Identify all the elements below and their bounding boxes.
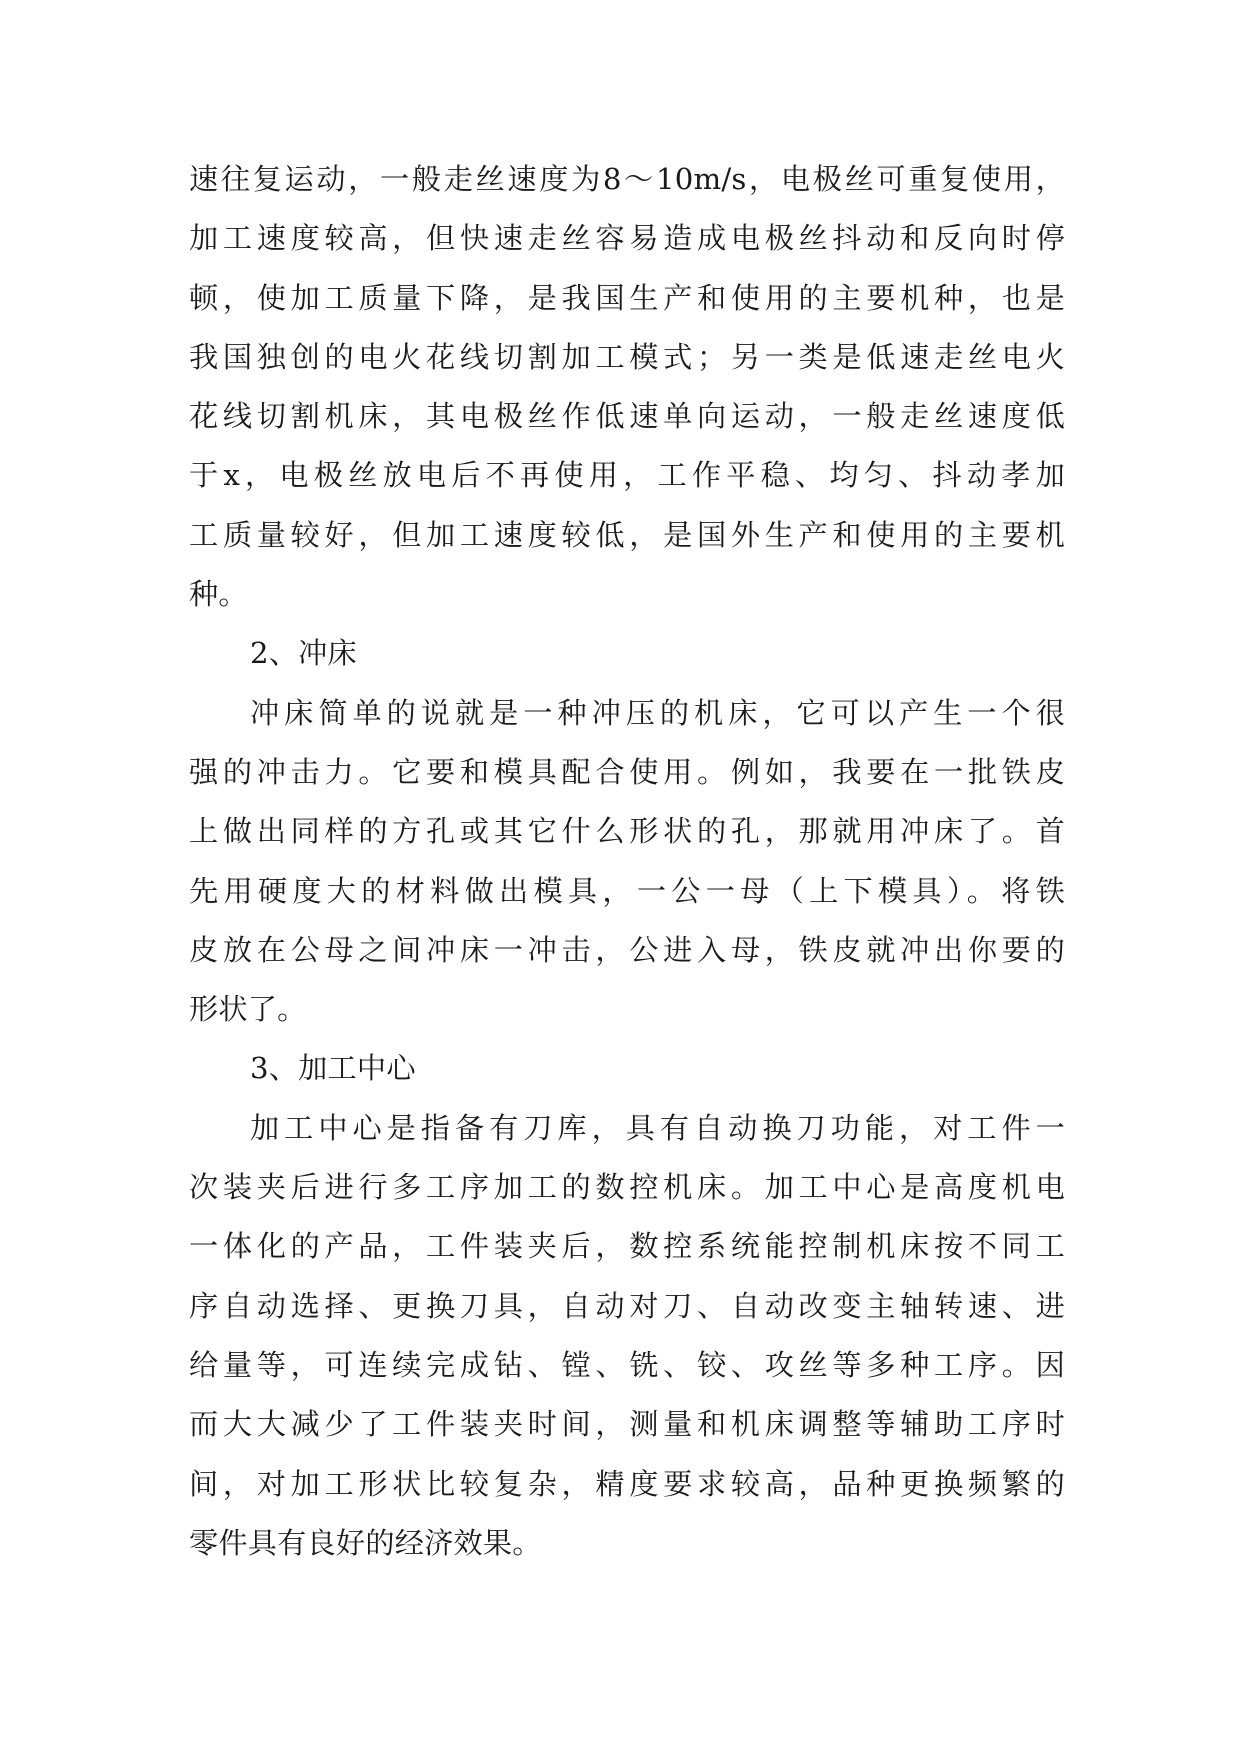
section-heading-punch-press bbox=[189, 624, 1065, 683]
text-line: 工质量较好，但加工速度较低，是国外生产和使用的主要机 bbox=[189, 517, 1065, 552]
paragraph-punch-press bbox=[189, 684, 1065, 1040]
text-line: 零件具有良好的经济效果。 bbox=[189, 1525, 542, 1560]
paragraph-machining-center bbox=[189, 1099, 1065, 1573]
text-line: 形状了。 bbox=[189, 992, 307, 1027]
text-line: 顿，使加工质量下降，是我国生产和使用的主要机种，也是 bbox=[189, 280, 1065, 315]
document-body bbox=[189, 150, 1065, 1573]
text-line: 先用硬度大的材料做出模具，一公一母（上下模具）。将铁 bbox=[189, 873, 1065, 908]
text-line: 序自动选择、更换刀具，自动对刀、自动改变主轴转速、进 bbox=[189, 1288, 1065, 1323]
paragraph-continuation bbox=[189, 150, 1065, 624]
text-line: 速往复运动，一般走丝速度为8～10m/s，电极丝可重复使用， bbox=[189, 162, 1065, 196]
text-line: 强的冲击力。它要和模具配合使用。例如，我要在一批铁皮 bbox=[189, 754, 1065, 789]
text-line: 种。 bbox=[189, 577, 248, 612]
text-line: 给量等，可连续完成钻、镗、铣、铰、攻丝等多种工序。因 bbox=[189, 1347, 1065, 1382]
text-line: 次装夹后进行多工序加工的数控机床。加工中心是高度机电 bbox=[189, 1170, 1065, 1205]
text-line: 而大大减少了工件装夹时间，测量和机床调整等辅助工序时 bbox=[189, 1407, 1065, 1442]
text-line: 冲床简单的说就是一种冲压的机床，它可以产生一个很 bbox=[250, 695, 1065, 730]
text-line: 我国独创的电火花线切割加工模式；另一类是低速走丝电火 bbox=[189, 339, 1065, 374]
heading-line: 3、加工中心 bbox=[250, 1051, 416, 1086]
text-line: 上做出同样的方孔或其它什么形状的孔，那就用冲床了。首 bbox=[189, 814, 1065, 849]
text-line: 花线切割机床，其电极丝作低速单向运动，一般走丝速度低 bbox=[189, 399, 1065, 434]
section-heading-machining-center bbox=[189, 1039, 1065, 1098]
text-line: 加工中心是指备有刀库，具有自动换刀功能，对工件一 bbox=[250, 1110, 1065, 1145]
heading-line: 2、冲床 bbox=[250, 636, 357, 671]
text-line: 加工速度较高，但快速走丝容易造成电极丝抖动和反向时停 bbox=[189, 221, 1065, 256]
text-line: 于x，电极丝放电后不再使用，工作平稳、均匀、抖动孝加 bbox=[189, 458, 1065, 493]
text-line: 一体化的产品，工件装夹后，数控系统能控制机床按不同工 bbox=[189, 1229, 1065, 1264]
text-line: 皮放在公母之间冲床一冲击，公进入母，铁皮就冲出你要的 bbox=[189, 932, 1065, 967]
text-line: 间，对加工形状比较复杂，精度要求较高，品种更换频繁的 bbox=[189, 1466, 1065, 1501]
